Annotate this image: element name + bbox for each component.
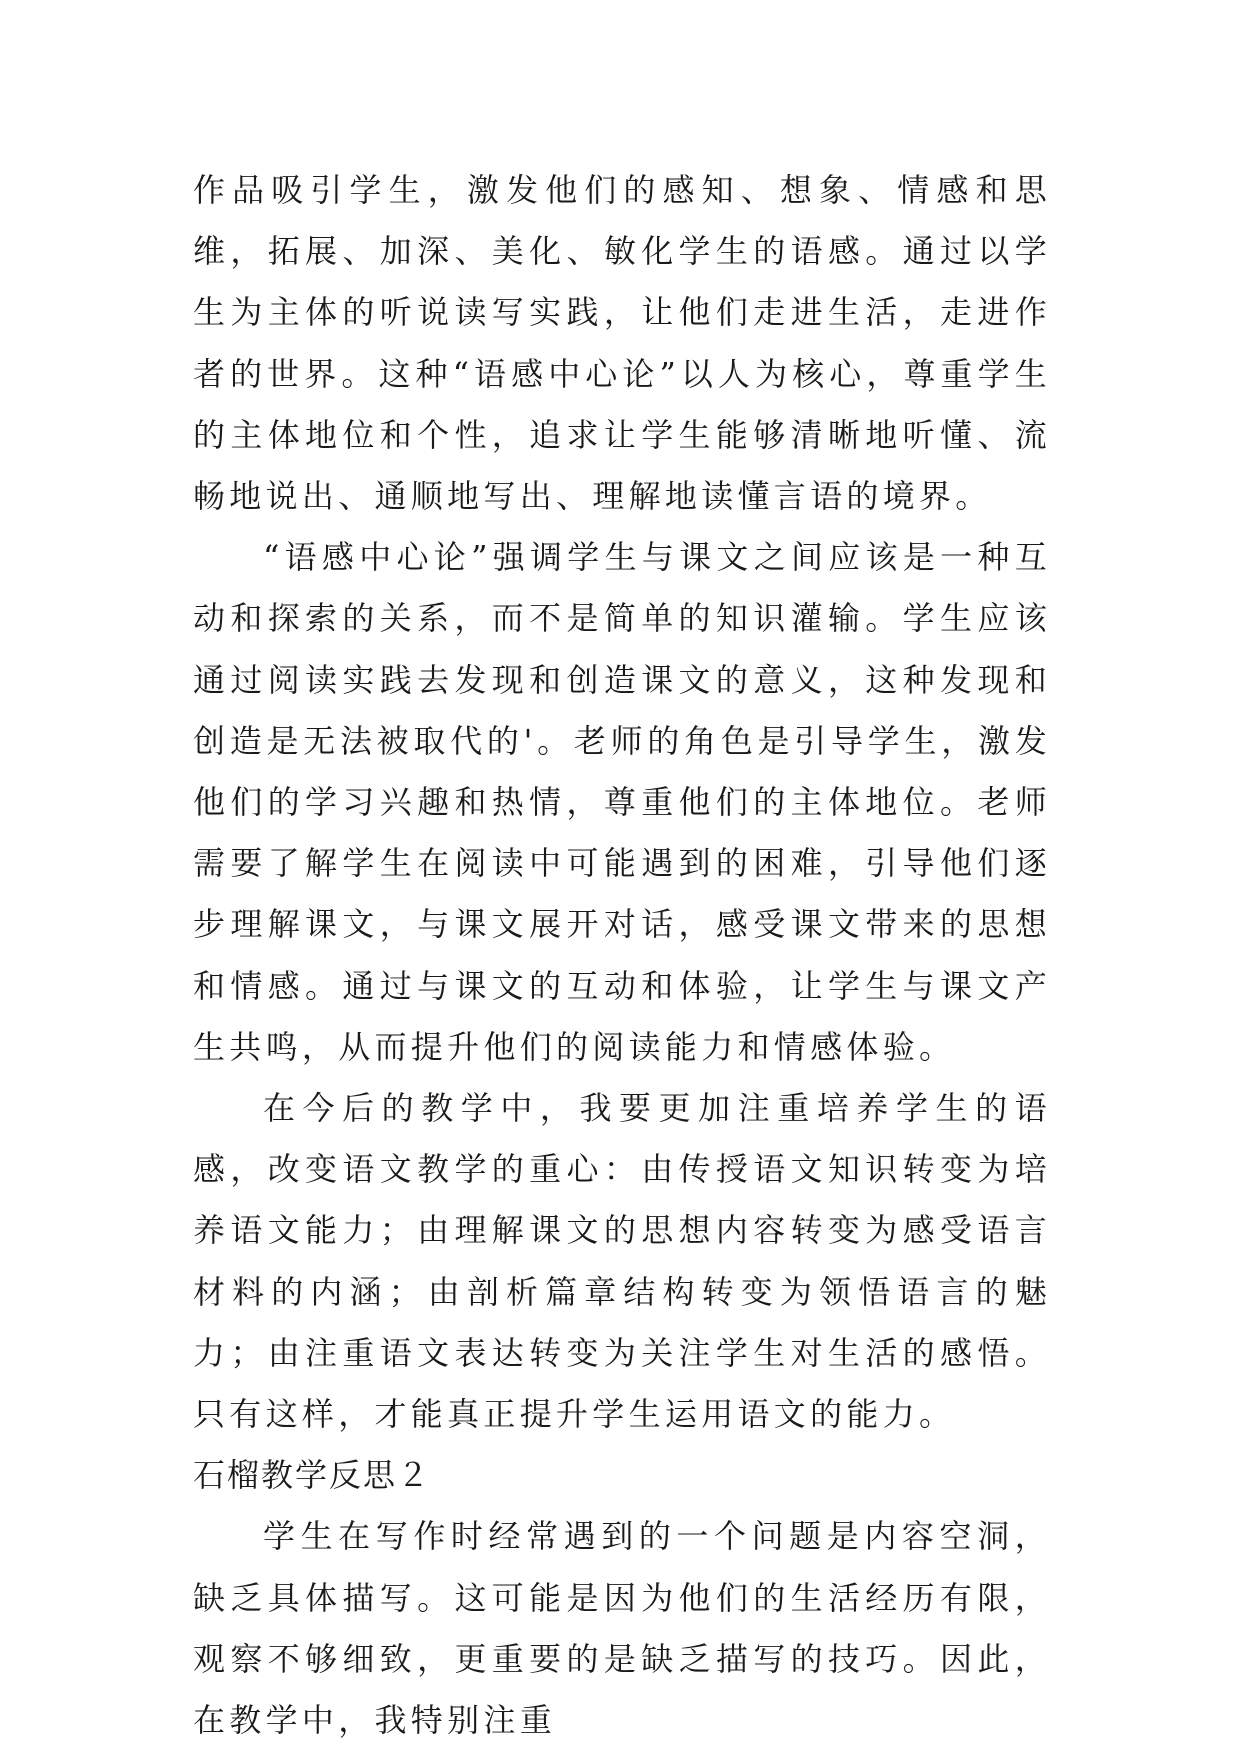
document-body <box>193 160 1051 1751</box>
paragraph-yugan-theory: “语感中心论”强调学生与课文之间应该是一种互动和探索的关系，而不是简单的知识灌输。学生应该通过阅读实践去发现和创造课文的意义，这种发现和创造是无法被取代的'。老师的角色是引导学生，激发他们的学习兴趣和热情，尊重他们的主体地位。老师需要了解学生在阅读中可能遇到的困难，引导他们逐步理解课文，与课文展开对话，感受课文带来的思想和情感。通过与课文的互动和体验，让学生与课文产生共鸣，从而提升他们的阅读能力和情感体验。 <box>193 538 1051 1066</box>
section-heading: 石榴教学反思２ <box>193 1456 432 1495</box>
paragraph-continuation: 作品吸引学生，激发他们的感知、想象、情感和思维，拓展、加深、美化、敏化学生的语感。通过以学生为主体的听说读写实践，让他们走进生活，走进作者的世界。这种“语感中心论”以人为核心，尊重学生的主体地位和个性，追求让学生能够清晰地听懂、流畅地说出、通顺地写出、理解地读懂言语的境界。 <box>193 171 1051 516</box>
paragraph-future-teaching: 在今后的教学中，我要更加注重培养学生的语感，改变语文教学的重心：由传授语文知识转变为培养语文能力；由理解课文的思想内容转变为感受语言材料的内涵；由剖析篇章结构转变为领悟语言的魅力；由注重语文表达转变为关注学生对生活的感悟。只有这样，才能真正提升学生运用语文的能力。 <box>193 1089 1051 1434</box>
paragraph-writing-problem: 学生在写作时经常遇到的一个问题是内容空洞，缺乏具体描写。这可能是因为他们的生活经历有限，观察不够细致，更重要的是缺乏描写的技巧。因此，在教学中，我特别注重 <box>193 1517 1051 1740</box>
